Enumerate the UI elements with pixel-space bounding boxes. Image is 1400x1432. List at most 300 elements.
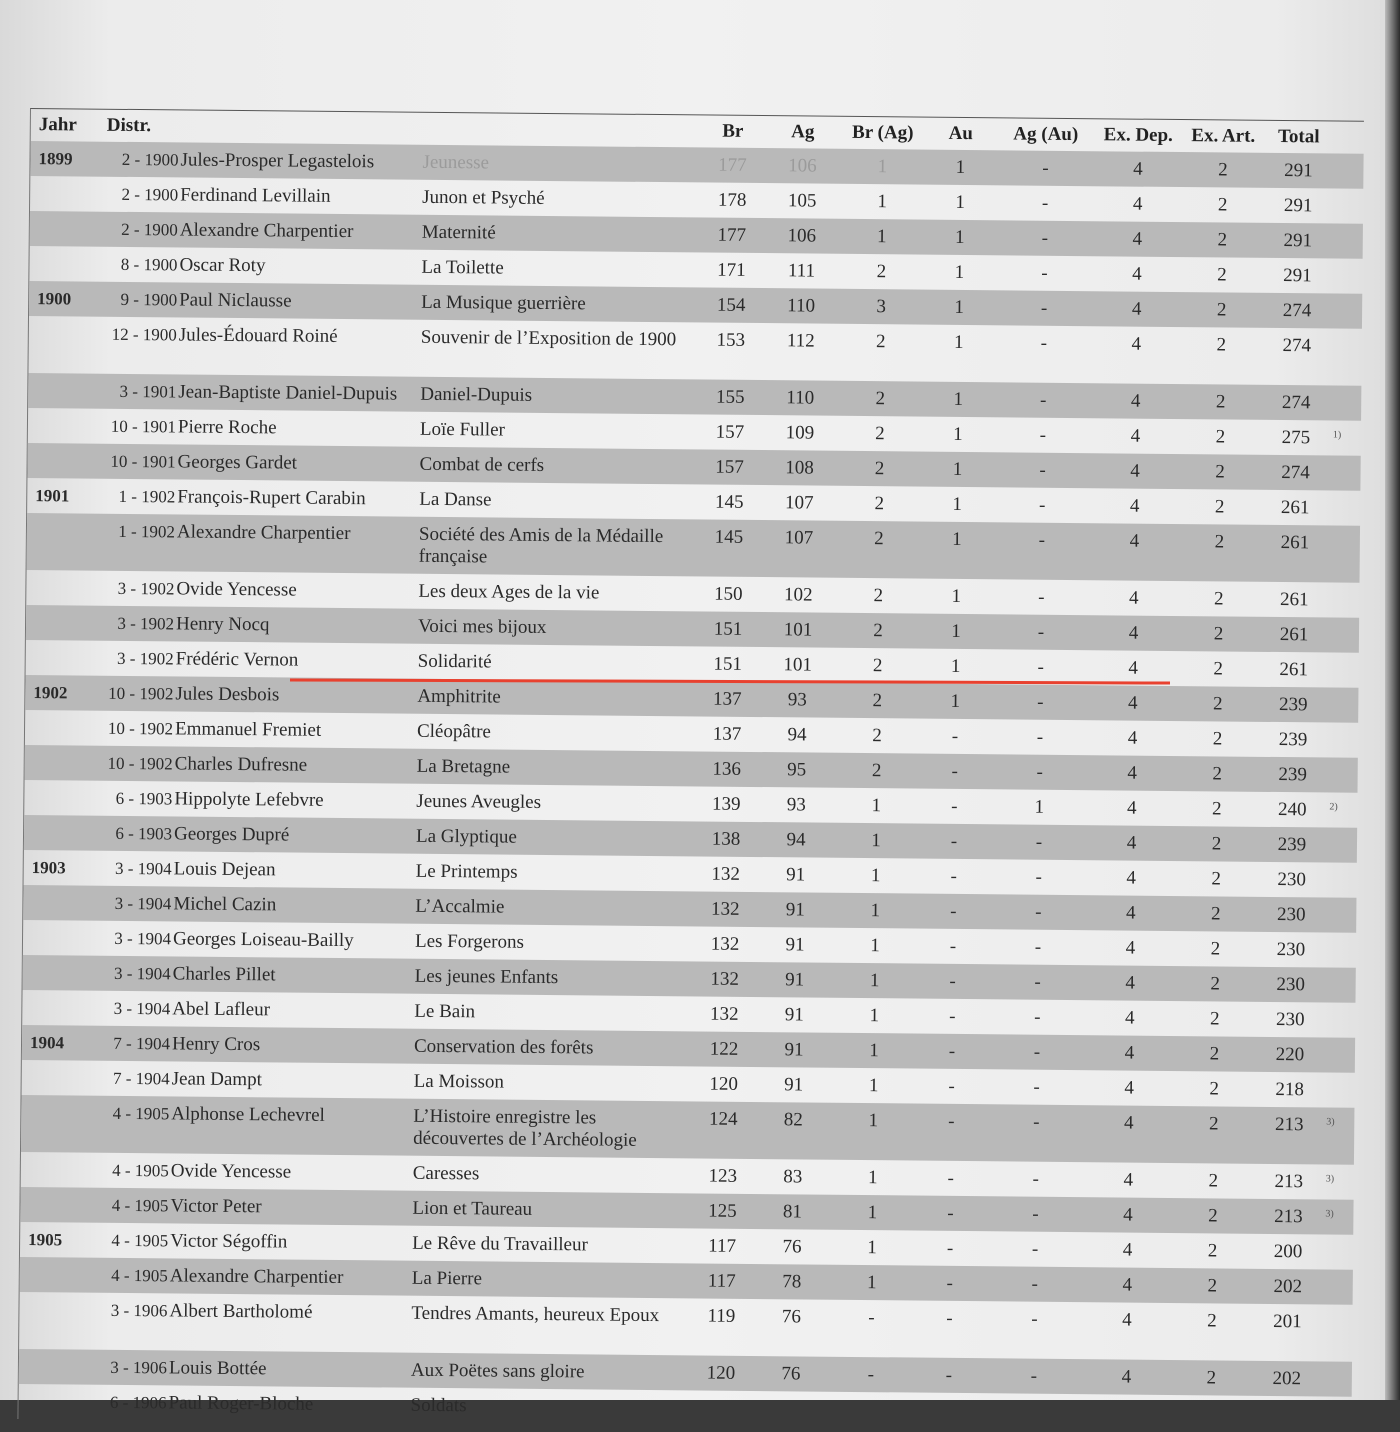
cell-exart: 2 [1215,461,1225,483]
cell-exart: 2 [1211,868,1222,890]
cell-total: 274 [1282,335,1312,357]
cell-brag: 2 [872,690,883,712]
cell-au: - [949,1005,956,1027]
cell-ag: 91 [785,969,805,991]
cell-title: Le Rêve du Travailleur [412,1232,588,1256]
cell-agau: - [1039,424,1047,446]
cell-exdep: 4 [1131,333,1142,355]
cell-exdep: 4 [1124,1042,1135,1064]
cell-total: 291 [1283,230,1313,252]
cell-au: 1 [952,458,963,480]
cell-jahr: 1904 [29,1033,65,1053]
cell-br: 171 [717,259,746,281]
cell-exart: 2 [1211,833,1222,855]
cell-exdep: 4 [1126,867,1137,889]
cell-exdep: 4 [1127,692,1138,714]
cell-exdep: 4 [1129,530,1140,552]
cell-br: 145 [714,526,744,548]
cell-ag: 81 [782,1201,803,1223]
cell-artist: Louis Bottée [168,1357,267,1380]
cell-agau: - [1033,1111,1040,1133]
cell-title: Amphitrite [417,685,501,708]
cell-ag: 93 [787,689,807,711]
cell-title: Caresses [412,1162,480,1185]
cell-brag: 1 [867,1202,878,1224]
cell-brag: 1 [870,900,881,922]
cell-distr: 3 - 1901 [119,381,177,402]
cell-br: 132 [710,898,740,920]
cell-exdep [1084,1401,1169,1402]
cell-total: 213 [1274,1113,1304,1136]
cell-distr: 4 - 1905 [112,1160,169,1181]
cell-exart: 2 [1218,159,1228,181]
cell-br: 154 [716,294,746,316]
cell-title: Le Bain [414,1000,476,1023]
cell-exdep: 4 [1126,832,1137,854]
cell-total: 201 [1273,1310,1302,1333]
cell-brag: 2 [872,725,882,747]
cell-exdep: 4 [1123,1112,1134,1134]
cell-exdep: 4 [1122,1274,1133,1296]
cell-agau: - [1034,971,1041,993]
cell-artist: Georges Gardet [177,451,298,474]
cell-exart: 2 [1214,531,1225,553]
cell-title: L’Histoire enregistre les découvertes de l’Archéologie [413,1105,637,1151]
cell-au: - [948,1110,955,1132]
cell-brag: 2 [874,458,885,480]
cell-distr: 2 - 1900 [121,219,178,240]
cell-brag: 2 [873,620,883,642]
cell-artist: Abel Lafleur [172,998,271,1021]
cell-ag: 101 [783,619,813,641]
cell-artist: Frédéric Vernon [175,648,299,671]
cell-artist: Henry Cros [171,1033,261,1056]
cell-ag: 91 [784,1004,804,1026]
cell-ag: 107 [784,492,814,514]
cell-brag: 1 [877,191,887,213]
cell-ag: 83 [783,1166,803,1188]
cell-au: 1 [951,585,962,607]
cell-artist: Alexandre Charpentier [179,219,354,243]
cell-artist: François-Rupert Carabin [177,486,366,510]
cell-note: 1) [1332,429,1342,441]
cell-brag: 1 [870,865,881,887]
cell-au: 1 [952,528,962,550]
header-total: Total [1277,125,1320,148]
cell-ag: 111 [787,260,816,282]
cell-ag: 91 [785,934,805,956]
cell-distr: 8 - 1900 [120,254,178,275]
cell-distr: 6 - 1903 [115,823,173,844]
cell-title: Souvenir de l’Exposition de 1900 [420,326,677,351]
cell-total: 274 [1282,300,1312,322]
cell-title: Les deux Ages de la vie [418,580,600,604]
cell-brag: 2 [874,493,885,515]
cell-distr: 1 - 1902 [118,521,176,542]
cell-au: 1 [954,261,965,283]
cell-exdep: 4 [1123,1169,1134,1191]
cell-jahr: 1902 [33,683,68,703]
cell-agau: - [1037,691,1044,713]
cell-exart [1174,1402,1249,1403]
cell-exart: 2 [1209,1008,1220,1030]
cell-au: - [945,1364,953,1386]
cell-brag: 3 [876,296,886,318]
cell-title: Conservation des forêts [413,1035,594,1059]
cell-title: Tendres Amants, heureux Epoux [411,1302,660,1327]
cell-exart: 2 [1215,391,1226,413]
cell-total: 230 [1275,1009,1305,1031]
cell-brag: - [867,1364,875,1386]
cell-ag: 101 [783,654,813,676]
cell-distr: 1 - 1902 [118,486,176,507]
cell-ag: 94 [787,724,807,746]
cell-exart: 2 [1207,1275,1218,1297]
cell-total: 213 [1274,1205,1303,1228]
cell-exart: 2 [1207,1240,1218,1262]
cell-ag: 107 [784,527,814,549]
cell-exart: 2 [1207,1310,1217,1332]
cell-title: Solidarité [417,650,492,673]
cell-au: 1 [952,493,963,515]
cell-br: 138 [711,828,741,850]
cell-title: Junon et Psyché [422,186,545,209]
header-ex-dep: Ex. Dep. [1103,124,1173,146]
cell-agau: - [1034,936,1042,958]
header-br-ag: Br (Ag) [851,121,914,144]
cell-artist: Charles Pillet [172,963,276,986]
cell-br: 153 [716,329,746,351]
cell-ag: 106 [787,225,817,247]
cell-distr: 10 - 1902 [108,683,174,704]
cell-au: - [948,1040,956,1062]
cell-brag: 1 [866,1272,877,1294]
cell-br: 122 [709,1038,739,1060]
cell-agau: - [1033,1041,1041,1063]
cell-exdep: 4 [1132,263,1142,285]
cell-ag: 109 [785,422,815,444]
cell-exdep: 4 [1128,657,1139,679]
cell-br: 137 [712,723,742,745]
cell-brag: 1 [871,830,881,852]
cell-brag [831,1399,911,1400]
cell-distr: 3 - 1904 [113,998,171,1019]
cell-brag: - [868,1307,875,1329]
cell-exart: 2 [1214,496,1225,518]
cell-artist: Jules-Prosper Legastelois [180,149,375,173]
cell-exdep: 4 [1130,390,1141,412]
cell-artist: Michel Cazin [173,893,277,916]
cell-exdep: 4 [1128,587,1139,609]
cell-title: Société des Amis de la Médaille française [418,523,664,568]
cell-agau: - [1035,866,1042,888]
cell-au: - [949,935,957,957]
cell-exart: 2 [1210,938,1221,960]
cell-total: 230 [1276,904,1306,926]
cell-artist: Hippolyte Lefebvre [174,788,324,811]
cell-agau: - [1037,656,1044,678]
cell-au: - [951,795,958,817]
cell-brag: 2 [875,331,886,353]
cell-ag: 91 [784,1039,804,1061]
cell-title: Cléopâtre [416,720,491,743]
cell-total: 261 [1280,532,1310,554]
cell-distr: 3 - 1906 [110,1357,168,1378]
cell-br: 151 [713,618,743,640]
cell-brag: 1 [869,1005,880,1027]
cell-brag: 1 [870,935,880,957]
cell-artist: Louis Dejean [173,858,276,881]
cell-au: - [950,830,958,852]
header-distr: Distr. [106,114,152,137]
cell-agau: - [1038,586,1045,608]
cell-agau: - [1032,1203,1039,1225]
cell-distr: 3 - 1904 [113,963,171,984]
cell-distr: 3 - 1904 [114,928,172,949]
cell-brag: 2 [874,528,884,550]
cell-brag: 2 [876,261,887,283]
cell-artist: Albert Bartholomé [169,1300,313,1323]
cell-total: 230 [1276,974,1305,996]
cell-exart: 2 [1212,728,1223,750]
cell-total: 218 [1275,1079,1304,1101]
cell-exart: 2 [1213,623,1224,645]
cell-agau: - [1037,621,1045,643]
cell-exart: 2 [1217,194,1228,216]
cell-distr: 2 - 1900 [121,184,179,205]
cell-exart: 2 [1212,693,1223,715]
cell-distr: 7 - 1904 [113,1033,171,1054]
cell-br: 120 [709,1073,739,1095]
cell-total: 239 [1278,729,1308,751]
cell-au: 1 [954,226,965,248]
cell-distr: 10 - 1901 [110,416,177,437]
cell-ag: 91 [784,1074,804,1096]
cell-total: 240 [1277,799,1307,821]
header-jahr: Jahr [38,114,77,136]
cell-br [691,1397,751,1398]
cell-au: - [946,1272,954,1294]
cell-au: - [950,865,957,887]
cell-br: 132 [711,863,741,885]
cell-artist: Georges Dupré [173,823,290,846]
cell-title: Les jeunes Enfants [414,965,559,989]
cell-distr: 10 - 1901 [110,451,176,472]
cell-agau: - [1041,227,1049,249]
cell-au: - [951,725,959,747]
cell-total: 291 [1283,195,1313,217]
cell-au: 1 [950,690,961,712]
cell-agau: - [1039,389,1047,411]
cell-ag: 91 [785,899,805,921]
cell-distr: 3 - 1902 [116,648,174,669]
cell-br: 120 [706,1362,736,1384]
cell-exdep: 4 [1127,762,1138,784]
cell-br: 178 [717,189,747,211]
cell-total: 274 [1281,462,1310,484]
cell-exdep: 4 [1127,727,1138,749]
cell-br: 145 [714,491,744,513]
cell-artist: Alexandre Charpentier [176,521,351,545]
cell-br: 151 [713,653,743,675]
cell-brag: 1 [869,970,880,992]
cell-br: 137 [713,688,742,710]
cell-exart: 2 [1217,229,1228,251]
cell-exart: 2 [1208,1205,1218,1227]
cell-brag: 2 [871,760,882,782]
cell-au: - [946,1237,954,1259]
cell-artist: Paul Roger-Bloche [168,1392,314,1415]
cell-note: 2) [1329,801,1338,813]
cell-distr: 2 - 1900 [121,149,179,170]
cell-total: 239 [1278,764,1308,786]
cell-br: 123 [708,1165,738,1187]
cell-agau: - [1033,1076,1040,1098]
cell-title: La Moisson [413,1070,505,1093]
cell-ag: 82 [783,1109,803,1131]
cell-br: 177 [717,224,747,246]
cell-agau: - [1031,1308,1038,1330]
cell-distr: 6 - 1906 [109,1392,167,1413]
header-ag: Ag [791,121,815,143]
cell-au: - [947,1202,954,1224]
cell-agau: - [1036,726,1044,748]
cell-exdep: 4 [1132,228,1143,250]
cell-distr: 3 - 1904 [114,893,172,914]
cell-total: 261 [1280,497,1310,519]
cell-br: 139 [711,793,741,815]
cell-title: La Musique guerrière [421,291,586,315]
cell-ag: 91 [786,864,806,886]
cell-au: 1 [950,655,961,677]
cell-ag: 105 [787,190,817,212]
cell-agau: - [1030,1365,1038,1387]
cell-agau: - [1031,1238,1039,1260]
cell-exart: 2 [1217,264,1227,286]
cell-au: - [948,1075,955,1097]
cell-br: 117 [708,1235,737,1257]
cell-exart: 2 [1211,798,1222,820]
cell-ag: 106 [788,155,817,177]
cell-br: 155 [715,386,745,408]
cell-au: - [951,760,958,782]
cell-ag: 93 [786,794,806,816]
cell-br: 157 [715,456,744,478]
cell-exdep: 4 [1122,1239,1133,1261]
cell-artist: Ovide Yencesse [176,578,297,601]
header-ex-art: Ex. Art. [1191,125,1256,147]
cell-exdep: 4 [1122,1309,1132,1331]
cell-ag: 102 [784,584,813,606]
cell-ag [761,1398,821,1399]
cell-agau: - [1032,1168,1040,1190]
cell-au: - [947,1167,955,1189]
table-body [18,141,1363,1432]
cell-brag: 1 [868,1075,879,1097]
cell-artist: Jules-Édouard Roiné [178,324,338,347]
cell-exart: 2 [1209,1043,1220,1065]
cell-exdep: 4 [1131,298,1142,320]
cell-agau: - [1042,157,1049,179]
cell-artist: Jean-Baptiste Daniel-Dupuis [178,381,398,405]
cell-brag: 1 [868,1110,879,1132]
cell-exart: 2 [1208,1170,1219,1192]
cell-artist: Charles Dufresne [174,753,308,776]
cell-note: 3) [1325,1208,1334,1220]
cell-title: La Danse [419,488,492,511]
cell-au: 1 [953,331,964,353]
cell-au: - [949,970,956,992]
cell-br: 132 [710,933,740,955]
cell-br: 119 [707,1305,736,1327]
cell-ag: 76 [781,1363,801,1385]
cell-artist: Ovide Yencesse [170,1160,292,1183]
cell-exdep: 4 [1133,158,1143,180]
cell-distr: 9 - 1900 [120,289,178,310]
cell-br: 132 [710,968,740,990]
cell-jahr: 1899 [38,149,73,169]
cell-note: 3) [1325,1173,1335,1185]
cell-title: Aux Poëtes sans gloire [410,1359,585,1383]
cell-ag: 110 [786,387,815,409]
cell-brag: 1 [867,1237,877,1259]
cell-au: 1 [954,296,964,318]
cell-distr: 10 - 1902 [107,718,174,739]
cell-br: 125 [708,1200,737,1222]
cell-total: 261 [1279,624,1309,646]
cell-au: 1 [955,156,966,178]
cell-exart: 2 [1206,1367,1217,1389]
cell-title: Les Forgerons [414,930,525,953]
cell-exart: 2 [1213,658,1224,680]
cell-agau: - [1035,901,1042,923]
cell-agau: - [1038,494,1046,516]
cell-brag: 1 [871,795,882,817]
cell-distr: 3 - 1906 [110,1300,168,1321]
cell-br: 124 [708,1108,738,1130]
cell-exdep: 4 [1124,1077,1134,1099]
cell-exdep: 4 [1126,797,1137,819]
cell-brag: 2 [875,423,885,445]
cell-artist: Victor Peter [170,1195,262,1218]
cell-distr: 4 - 1905 [111,1265,168,1286]
cell-total: 291 [1283,265,1312,287]
cell-ag: 78 [782,1271,802,1293]
cell-ag: 94 [786,829,806,851]
cell-total: 213 [1274,1170,1304,1193]
cell-distr: 12 - 1900 [111,324,177,345]
cell-artist: Victor Ségoffin [170,1230,288,1253]
cell-exart: 2 [1216,334,1227,356]
cell-jahr: 1903 [31,858,66,878]
cell-agau: 1 [1034,796,1045,818]
cell-title: Soldats [410,1394,467,1417]
cell-exart: 2 [1210,903,1221,925]
cell-jahr: 1900 [37,289,72,309]
cell-distr: 4 - 1905 [111,1195,169,1216]
cell-exart: 2 [1213,588,1224,610]
cell-au: 1 [953,388,964,410]
cell-exdep: 4 [1132,193,1143,215]
cell-artist: Jean Dampt [171,1068,263,1091]
cell-exdep: 4 [1121,1366,1132,1388]
cell-distr: 7 - 1904 [112,1068,170,1089]
cell-exdep: 4 [1125,902,1136,924]
cell-au: - [946,1307,953,1329]
cell-artist: Pierre Roche [177,416,277,439]
cell-total: 291 [1284,160,1313,182]
cell-total: 274 [1281,392,1311,414]
